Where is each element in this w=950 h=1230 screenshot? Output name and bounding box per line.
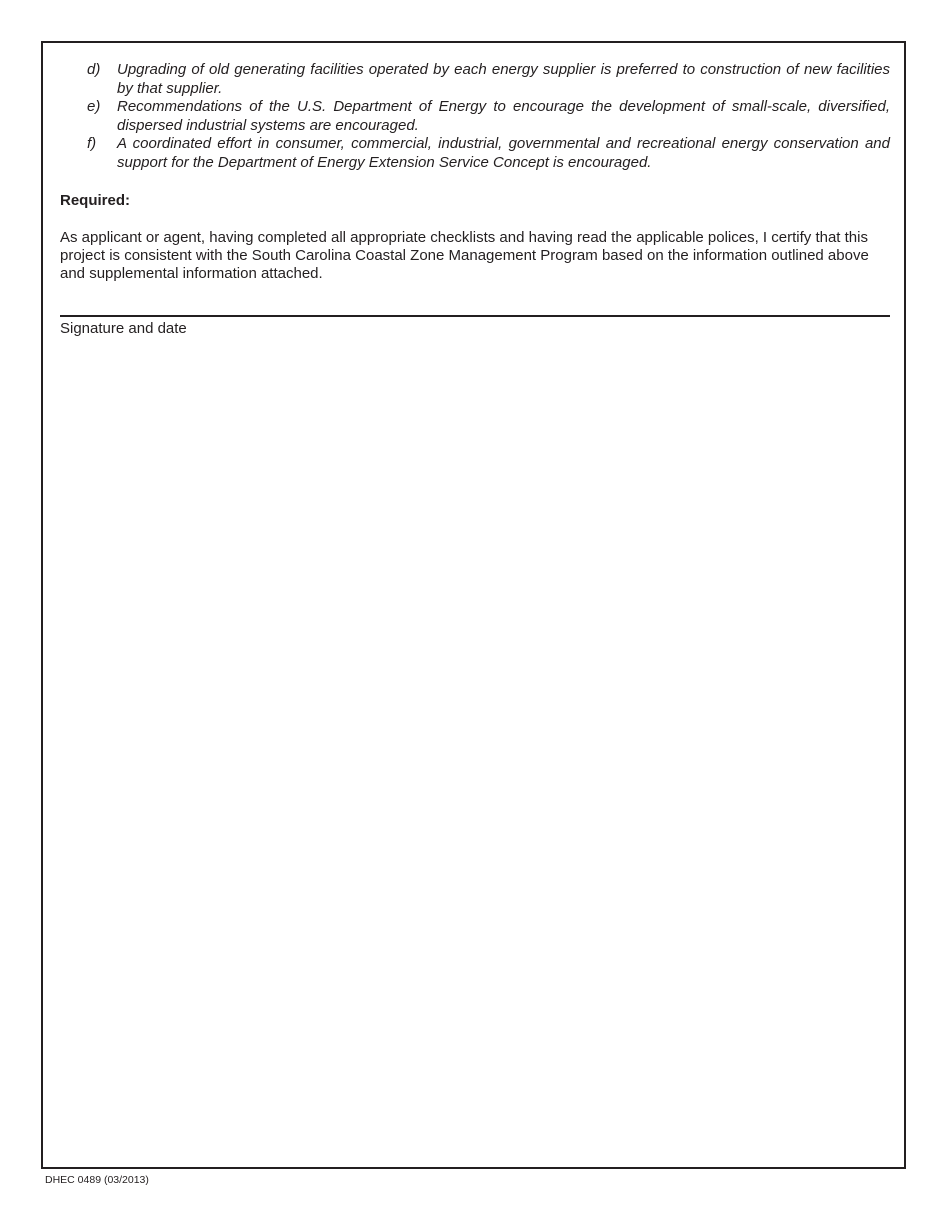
certification-statement: As applicant or agent, having completed all appropriate checklists and having read the applicable polices, I certify that this project is consistent with the South Carolina Coastal Zone Management Program based on the information outlined above and supplemental information attached.: [60, 229, 869, 282]
required-heading: Required:: [60, 192, 131, 209]
form-id: DHEC 0489 (03/2013): [45, 1174, 149, 1186]
signature-line[interactable]: [60, 315, 890, 317]
policy-text: Recommendations of the U.S. Department of Energy to encourage the development of small-scale, diversified, dispersed industrial systems are encouraged.: [117, 98, 890, 134]
page-border: [41, 41, 906, 1169]
policy-marker: d): [87, 61, 101, 78]
policy-item-f: [87, 135, 890, 172]
policy-text: A coordinated effort in consumer, commercial, industrial, governmental and recreational energy conservation and support for the Department of Energy Extension Service Concept is encouraged.: [117, 135, 890, 171]
signature-label: Signature and date: [60, 320, 187, 337]
policy-item-d: [87, 61, 890, 98]
policy-item-e: [87, 98, 890, 135]
policy-marker: e): [87, 98, 101, 115]
policy-list: [87, 61, 890, 172]
policy-text: Upgrading of old generating facilities operated by each energy supplier is preferred to construction of new facilities by that supplier.: [117, 61, 890, 97]
policy-marker: f): [87, 135, 97, 152]
